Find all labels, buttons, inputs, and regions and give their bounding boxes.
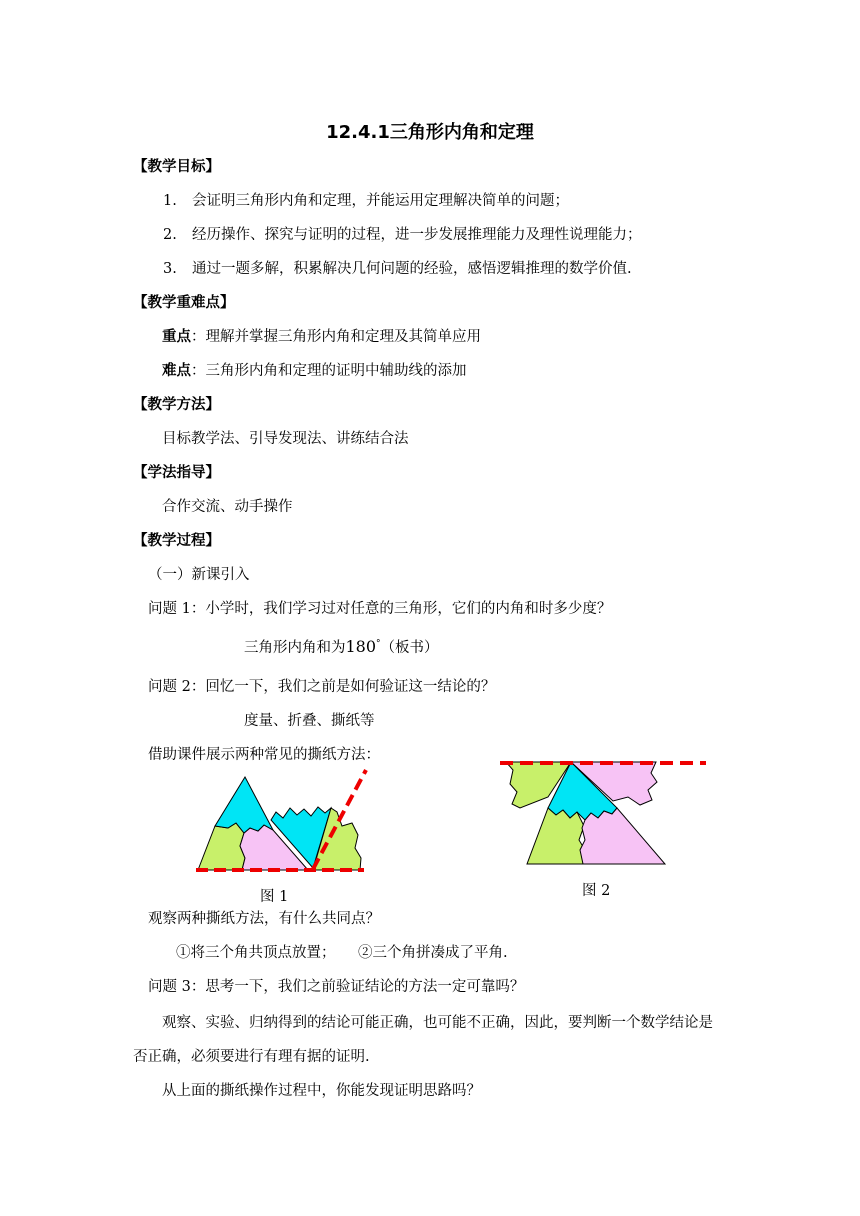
study-heading: 【学法指导】 — [133, 464, 220, 481]
goal-2-number: 2. — [163, 227, 177, 243]
answer-1-value: 180 — [345, 637, 377, 656]
goal-2-text: 经历操作、探究与证明的过程，进一步发展推理能力及理性说理能力； — [192, 227, 642, 243]
focus-label: 重点 — [162, 328, 191, 345]
focus-line — [162, 330, 481, 345]
answer-1-pre: 三角形内角和为 — [244, 640, 346, 656]
goals-heading: 【教学目标】 — [133, 158, 220, 175]
difficulty-text: ：三角形内角和定理的证明中辅助线的添加 — [191, 363, 467, 379]
figure-1 — [190, 765, 370, 877]
difficulty-line — [162, 364, 467, 379]
question-1: 问题 1：小学时，我们学习过对任意的三角形，它们的内角和时多少度？ — [148, 601, 612, 617]
degree-sign: ° — [376, 639, 381, 650]
question-2: 问题 2：回忆一下，我们之前是如何验证这一结论的？ — [148, 679, 496, 695]
paragraph-1-line-2: 否正确，必须要进行有理有据的证明. — [133, 1049, 370, 1065]
fig1-green-piece-left — [198, 823, 245, 870]
part1-label: （一）新课引入 — [148, 567, 250, 583]
question-3: 问题 3：思考一下，我们之前验证结论的方法一定可靠吗？ — [148, 979, 525, 995]
method-text: 目标教学法、引导发现法、讲练结合法 — [162, 431, 409, 447]
fig2-green-piece-bottom — [527, 808, 585, 864]
fig2-pink-piece-bottom — [580, 808, 665, 864]
key-points-heading: 【教学重难点】 — [133, 294, 235, 311]
goal-1-text: 会证明三角形内角和定理，并能运用定理解决简单的问题； — [192, 193, 569, 209]
document-title: 12.4.1三角形内角和定理 — [326, 122, 534, 143]
difficulty-label: 难点 — [162, 362, 191, 379]
method-heading: 【教学方法】 — [133, 396, 220, 413]
figure-2-caption: 图 2 — [582, 883, 611, 899]
observe-question: 观察两种撕纸方法，有什么共同点？ — [148, 911, 380, 927]
figure-2 — [498, 755, 710, 870]
goal-3-number: 3. — [163, 261, 177, 277]
paragraph-1-line-1: 观察、实验、归纳得到的结论可能正确，也可能不正确，因此，要判断一个数学结论是 — [162, 1015, 713, 1031]
figure-1-caption: 图 1 — [260, 889, 289, 905]
goal-3-text: 通过一题多解，积累解决几何问题的经验，感悟逻辑推理的数学价值. — [192, 261, 632, 277]
answer-1-post: （板书） — [380, 640, 439, 656]
process-heading: 【教学过程】 — [133, 532, 220, 549]
focus-text: ：理解并掌握三角形内角和定理及其简单应用 — [191, 329, 481, 345]
demo-intro: 借助课件展示两种常见的撕纸方法： — [148, 747, 380, 763]
paragraph-2: 从上面的撕纸操作过程中，你能发现证明思路吗？ — [162, 1083, 481, 1099]
study-text: 合作交流、动手操作 — [162, 499, 293, 515]
fig1-cyan-piece-top — [215, 777, 273, 833]
goal-1-number: 1. — [163, 193, 177, 209]
answer-1 — [244, 639, 439, 656]
common-point-2: ②三个角拼凑成了平角. — [358, 945, 508, 961]
answer-2: 度量、折叠、撕纸等 — [244, 713, 375, 729]
common-point-1: ①将三个角共顶点放置； — [176, 945, 336, 961]
